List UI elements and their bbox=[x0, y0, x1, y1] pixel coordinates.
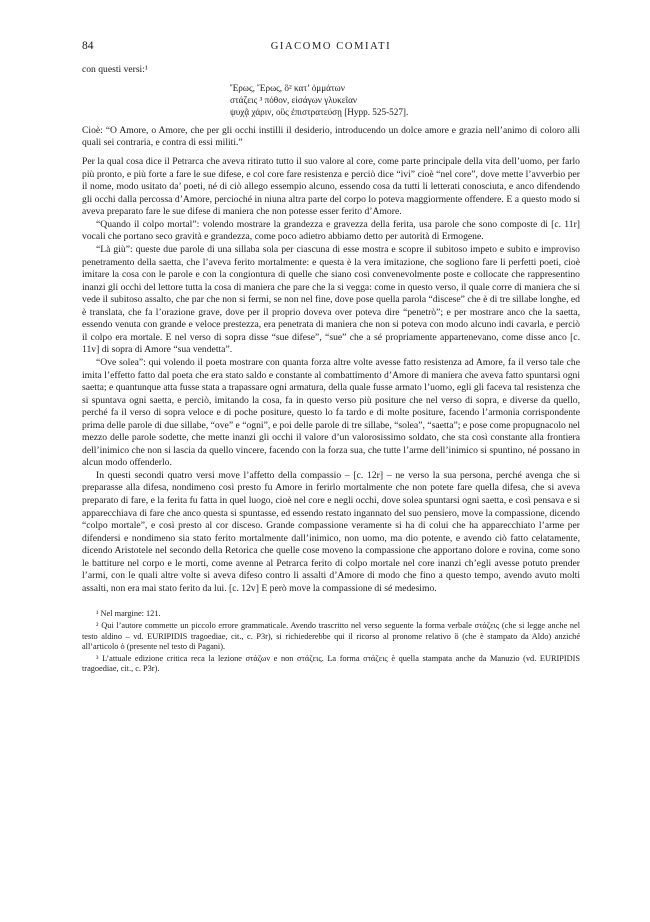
paragraph: “Quando il colpo mortal”: volendo mostrare la grandezza e gravezza della ferita, usa parole che sono composte di [c. 11r] vocali che portano seco gravità e grandezza, come poco adietro abbiamo detto per autorità di Ermogene. bbox=[82, 218, 580, 243]
greek-line: Ἔρως, Ἔρως, ὃ² κατ’ ὀμμάτων bbox=[230, 83, 345, 93]
greek-line: ψυχᾷ χάριν, οὓς ἐπιστρατεύσῃ [Hypp. 525-527]. bbox=[230, 107, 409, 118]
greek-quotation bbox=[230, 82, 580, 119]
footnotes bbox=[82, 609, 580, 675]
paragraph: Per la qual cosa dice il Petrarca che aveva ritirato tutto il suo valore al core, come parte principale della vita dell’uomo, per farlo più pronto, e più forte a fare le sue difese, e col core fare resistenza e perciò dice “ivi” cioè “nel core”, dove mette l’avverbio per il nome, modo usitato da’ poeti, né di ciò allego essempio alcuno, essendo cosa da tutti li letterati conosciuta, e anco difendendo gli occhi dalla percossa d’Amore, percioché in niuna altra parte del corpo lo poteva maggiormente offendere. E a questo modo si aveva preparato fare le sue difese di maniera che non potesse esser ferito d’Amore. bbox=[82, 156, 580, 218]
greek-line: στάζεις ³ πόθον, εἰσάγων γλυκεῖαν bbox=[230, 95, 358, 106]
paragraph: “Là giù”: queste due parole di una sillaba sola per ciascuna di esse mostra e scopre il subitoso impeto e subito e improviso penetramento della saetta, che l’aveva ferito mortalmente: e questa è la vera imitazione, che sogliono fare li perfetti poeti, cioè imitare la cosa con le parole e con la congiontura di quelle che siano così convenevolmente poste e collocate che rappresentino inanzi gli occhi del lettore tutta la cosa di maniera che pare che la si vegga: come in questo verso, il quale corre di maniera che si vede il subitoso assalto, che par che non si fermi, se non nel fine, dove pose quella parola “discese” che è di tre sillabe longhe, ed è translata, che fa l’orazione grave, dove per il proprio doveva over poteva dire “penetrò”; e per mostrare anco che la saetta, essendo venuta con grande e veloce prestezza, era penetrata di maniera che non si poteva con modo alcuno indi cavarla, e perciò il colpo era mortale. E nel verso di sopra disse “sue difese”, “sue” che a sé propriamente appartenevano, come disse anco [c. 11v] di sopra di Amore “sua vendetta”. bbox=[82, 244, 580, 356]
body-text bbox=[82, 156, 580, 595]
paragraph: In questi secondi quatro versi move l’affetto della compassio – [c. 12r] – ne verso la sua persona, perché avenga che si preparasse alla difesa, nondimeno così presto fu Amore in ferirlo mortalmente che non potete fare quella difesa, che si aveva preparato di fare, e la ferita fu fatta in quel luogo, cioè nel core e negli occhi, dove solea spuntarsi ogni saetta, e così pensava e si apparecchiava di fare che anco questa si spuntasse, ed essendo restato ingannato del suo pensiero, move la compassione, dicendo “colpo mortale”, e così presto al cor disceso. Grande compassione veramente si ha di colui che ha apparecchiato l’arme per difendersi e nondimeno sia stato ferito mortalmente dall’inimico, non uomo, ma dio potente, e avendo ciò fatto celatamente, dicendo Aristotele nel secondo della Retorica che quelle cose moveno la compassione che apportano dolore e rovina, come sono le battiture nel corpo e le morti, come avenne al Petrarca ferito di colpo mortale nel core inanzi ch’egli avesse potuto prender l’armi, con le quali altre volte si aveva difeso contro li assalti d’Amore di modo che fino a questo tempo, avendo avuto molti assalti, non era mai stato ferito da lui. [c. 12v] E però move la compassione di sé medesimo. bbox=[82, 469, 580, 594]
translation-note: Cioè: “O Amore, o Amore, che per gli occhi instilli il desiderio, introducendo un dolce amore e grazia nell’animo di coloro alli quali sei contraria, e contra di essi militi.” bbox=[82, 124, 580, 148]
footnote: ² Qui l’autore commette un piccolo errore grammaticale. Avendo trascritto nel verso seguente la forma verbale στάζεις (che si legge anche nel testo aldino – vd. EURIPIDIS tragoediae, cit., c. P3r), si richiederebbe qui il ricorso al pronome relativo ὃ (che è stampato da Aldo) anziché all’articolo ὁ (presente nel testo di Pagani). bbox=[82, 620, 580, 652]
footnote: ³ L’attuale edizione critica reca la lezione στάζων e non στάζεις. La forma στάζεις è quella stampata anche da Manuzio (vd. EURIPIDIS tragoediae, cit., c. P3r). bbox=[82, 653, 580, 674]
footnote: ¹ Nel margine: 121. bbox=[96, 609, 161, 619]
intro-line: con questi versi:¹ bbox=[82, 64, 148, 75]
running-head: GIACOMO COMIATI bbox=[270, 41, 392, 52]
page-header bbox=[82, 40, 580, 54]
page bbox=[82, 40, 580, 676]
page-number: 84 bbox=[82, 40, 94, 52]
paragraph: “Ove solea”: qui volendo il poeta mostrare con quanta forza altre volte avesse fatto resistenza ad Amore, fa il verso tale che imita l’effetto fatto dal poeta che era stato saldo e constante al combattimento d’Amore di maniera che aveva fatto spuntarsi ogni saetta; e quantunque atta fusse stata a trapassare ogni armatura, della quale fusse armato l’uomo, egli gli faceva tal resistenza che si spuntava ogni saetta, e perciò, imitando la cosa, fa in questo verso più positure che nel verso di sopra, e diverse da quello, perché fa il verso di sopra veloce e di poche positure, questo lo fa tardo e di molte positure, facendo l’armonia corrispondente prima delle parole di due sillabe, “ove” e “ogni”, e poi delle parole di tre sillabe, “solea”, “saetta”; e pose come propugnacolo nel mezzo delle parole sodette, che mette inanzi gli occhi il valore d’un valorosissimo soldato, che sta così constante alla frontiera dell’inimico che non si lascia da quello vincere, facendo con la forza sua, che tutte l’arme dell’inimico si spuntino, né possano in alcun modo offenderlo. bbox=[82, 356, 580, 469]
